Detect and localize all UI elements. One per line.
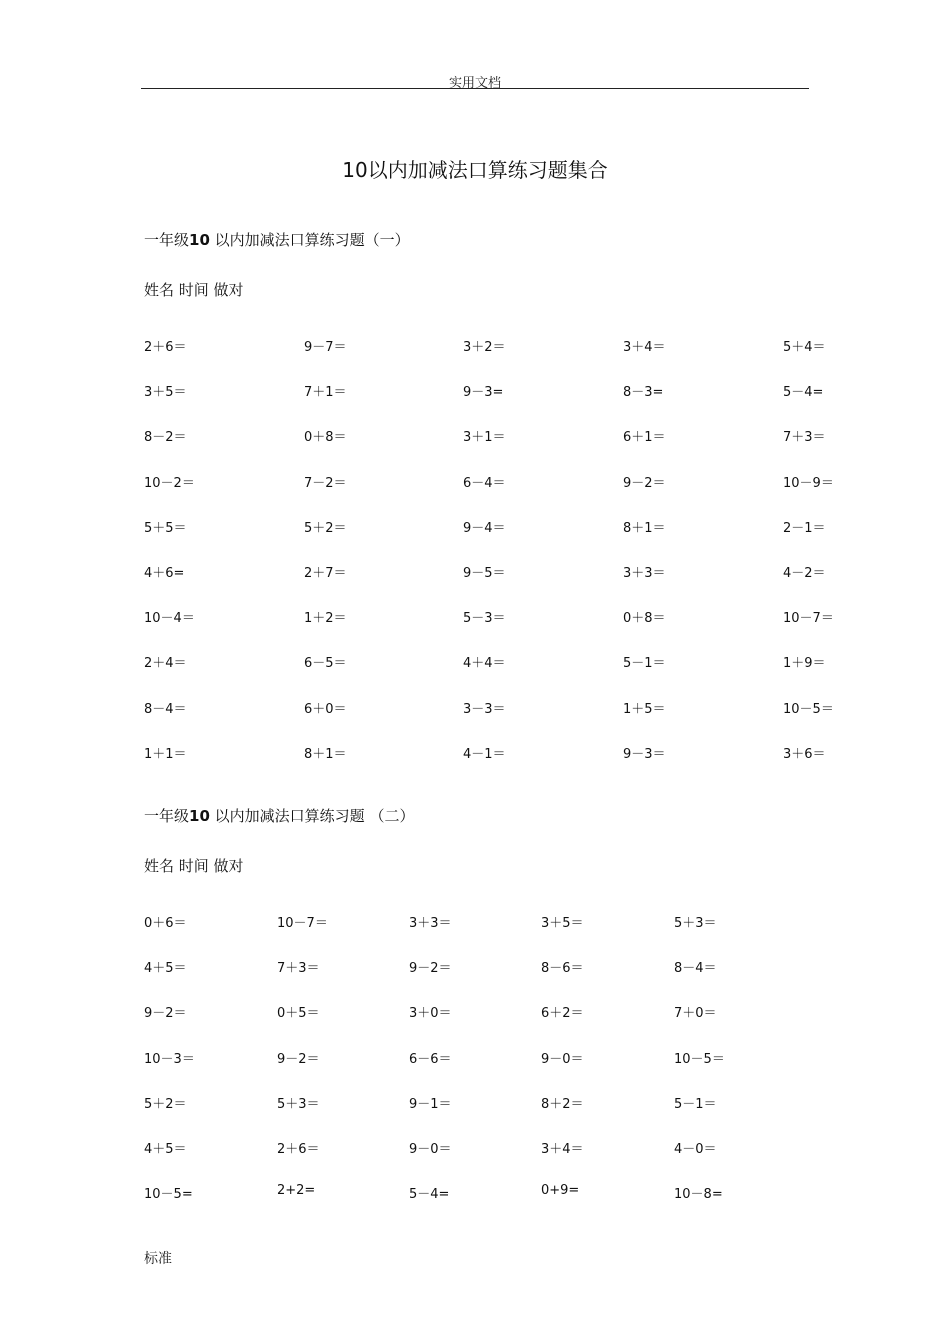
problem-item: 9－2＝ (277, 1052, 320, 1067)
problem-item: 5＋2＝ (144, 1097, 187, 1112)
problem-item: 8－2＝ (144, 430, 187, 445)
problem-item: 2＋6＝ (277, 1142, 320, 1157)
section-1-suffix: 以内加减法口算练习题（一） (214, 231, 410, 249)
problem-item: 0+9= (541, 1183, 580, 1198)
section-2-number: 10 (189, 807, 210, 825)
problem-item: 6－6＝ (409, 1052, 452, 1067)
document-title: 10以内加减法口算练习题集合 (342, 158, 608, 182)
problem-item: 4＋4＝ (463, 656, 506, 671)
problem-item: 10－7＝ (783, 611, 834, 626)
problem-item: 5－1＝ (623, 656, 666, 671)
problem-item: 7＋3＝ (277, 961, 320, 976)
problem-item: 7＋3＝ (783, 430, 826, 445)
problem-item: 9－2＝ (623, 476, 666, 491)
problem-item: 10－8= (674, 1187, 723, 1202)
problem-item: 0＋8＝ (304, 430, 347, 445)
problem-item: 3＋6＝ (783, 747, 826, 762)
problem-item: 6－4＝ (463, 476, 506, 491)
problem-item: 6＋1＝ (623, 430, 666, 445)
section-1-title (144, 229, 410, 250)
problem-item: 9－4＝ (463, 521, 506, 536)
problem-item: 4＋6= (144, 566, 185, 581)
section-2-title (144, 805, 414, 826)
problem-item: 1＋2＝ (304, 611, 347, 626)
problem-item: 5－3＝ (463, 611, 506, 626)
section-1-prefix: 一年级 (144, 231, 190, 249)
problem-item: 8＋1＝ (304, 747, 347, 762)
problem-item: 4＋5＝ (144, 1142, 187, 1157)
problem-item: 9－2＝ (409, 961, 452, 976)
problem-item: 8＋2＝ (541, 1097, 584, 1112)
problem-item: 4－0＝ (674, 1142, 717, 1157)
problem-item: 10－2＝ (144, 476, 195, 491)
section-2-prefix: 一年级 (144, 807, 190, 825)
problem-item: 0＋8＝ (623, 611, 666, 626)
problem-item: 7－2＝ (304, 476, 347, 491)
problem-item: 10－9＝ (783, 476, 834, 491)
problem-item: 7＋1＝ (304, 385, 347, 400)
problem-item: 6－5＝ (304, 656, 347, 671)
problem-item: 7＋0＝ (674, 1006, 717, 1021)
problem-item: 1＋1＝ (144, 747, 187, 762)
problem-item: 9－2＝ (144, 1006, 187, 1021)
problem-item: 9－5＝ (463, 566, 506, 581)
problem-item: 3＋3＝ (623, 566, 666, 581)
section-2-meta: 姓名 时间 做对 (144, 857, 244, 875)
section-2-suffix: 以内加减法口算练习题 （二） (214, 807, 415, 825)
problem-item: 5－4= (783, 385, 824, 400)
problem-item: 5＋4＝ (783, 340, 826, 355)
problem-item: 5＋2＝ (304, 521, 347, 536)
problem-item: 5＋3＝ (277, 1097, 320, 1112)
problem-item: 10－7＝ (277, 916, 328, 931)
problem-item: 5－4= (409, 1187, 450, 1202)
problem-item: 6＋2＝ (541, 1006, 584, 1021)
page-footer: 标准 (144, 1251, 172, 1267)
header-divider (141, 88, 809, 89)
problem-item: 3＋2＝ (463, 340, 506, 355)
problem-item: 8－4＝ (674, 961, 717, 976)
problem-item: 4－2＝ (783, 566, 826, 581)
problem-item: 2＋7＝ (304, 566, 347, 581)
problem-item: 3＋5＝ (541, 916, 584, 931)
problem-item: 0＋5＝ (277, 1006, 320, 1021)
problem-item: 3＋0＝ (409, 1006, 452, 1021)
problem-item: 10－5＝ (783, 702, 834, 717)
problem-item: 3＋4＝ (623, 340, 666, 355)
problem-item: 9－3＝ (623, 747, 666, 762)
problem-item: 8－6＝ (541, 961, 584, 976)
problem-item: 9－7＝ (304, 340, 347, 355)
problem-item: 8＋1＝ (623, 521, 666, 536)
problem-item: 4－1＝ (463, 747, 506, 762)
problem-item: 9－0＝ (409, 1142, 452, 1157)
problem-item: 2+2= (277, 1183, 316, 1198)
problem-item: 0＋6＝ (144, 916, 187, 931)
problem-item: 5＋3＝ (674, 916, 717, 931)
problem-item: 6＋0＝ (304, 702, 347, 717)
page-header: 实用文档 (448, 76, 501, 91)
problem-item: 3＋1＝ (463, 430, 506, 445)
problem-item: 1＋9＝ (783, 656, 826, 671)
problem-item: 2＋6＝ (144, 340, 187, 355)
problem-item: 8－4＝ (144, 702, 187, 717)
problem-item: 9－1＝ (409, 1097, 452, 1112)
problem-item: 10－3＝ (144, 1052, 195, 1067)
problem-item: 1＋5＝ (623, 702, 666, 717)
problem-item: 9－3= (463, 385, 504, 400)
problem-item: 10－4＝ (144, 611, 195, 626)
problem-item: 9－0＝ (541, 1052, 584, 1067)
problem-item: 3＋4＝ (541, 1142, 584, 1157)
problem-item: 3＋3＝ (409, 916, 452, 931)
problem-item: 10－5= (144, 1187, 193, 1202)
problem-item: 3－3＝ (463, 702, 506, 717)
problem-item: 3＋5＝ (144, 385, 187, 400)
section-1-number: 10 (189, 231, 210, 249)
problem-item: 4＋5＝ (144, 961, 187, 976)
section-1-meta: 姓名 时间 做对 (144, 281, 244, 299)
problem-item: 2－1＝ (783, 521, 826, 536)
problem-item: 2＋4＝ (144, 656, 187, 671)
problem-item: 10－5＝ (674, 1052, 725, 1067)
problem-item: 8－3= (623, 385, 664, 400)
problem-item: 5－1＝ (674, 1097, 717, 1112)
problem-item: 5＋5＝ (144, 521, 187, 536)
